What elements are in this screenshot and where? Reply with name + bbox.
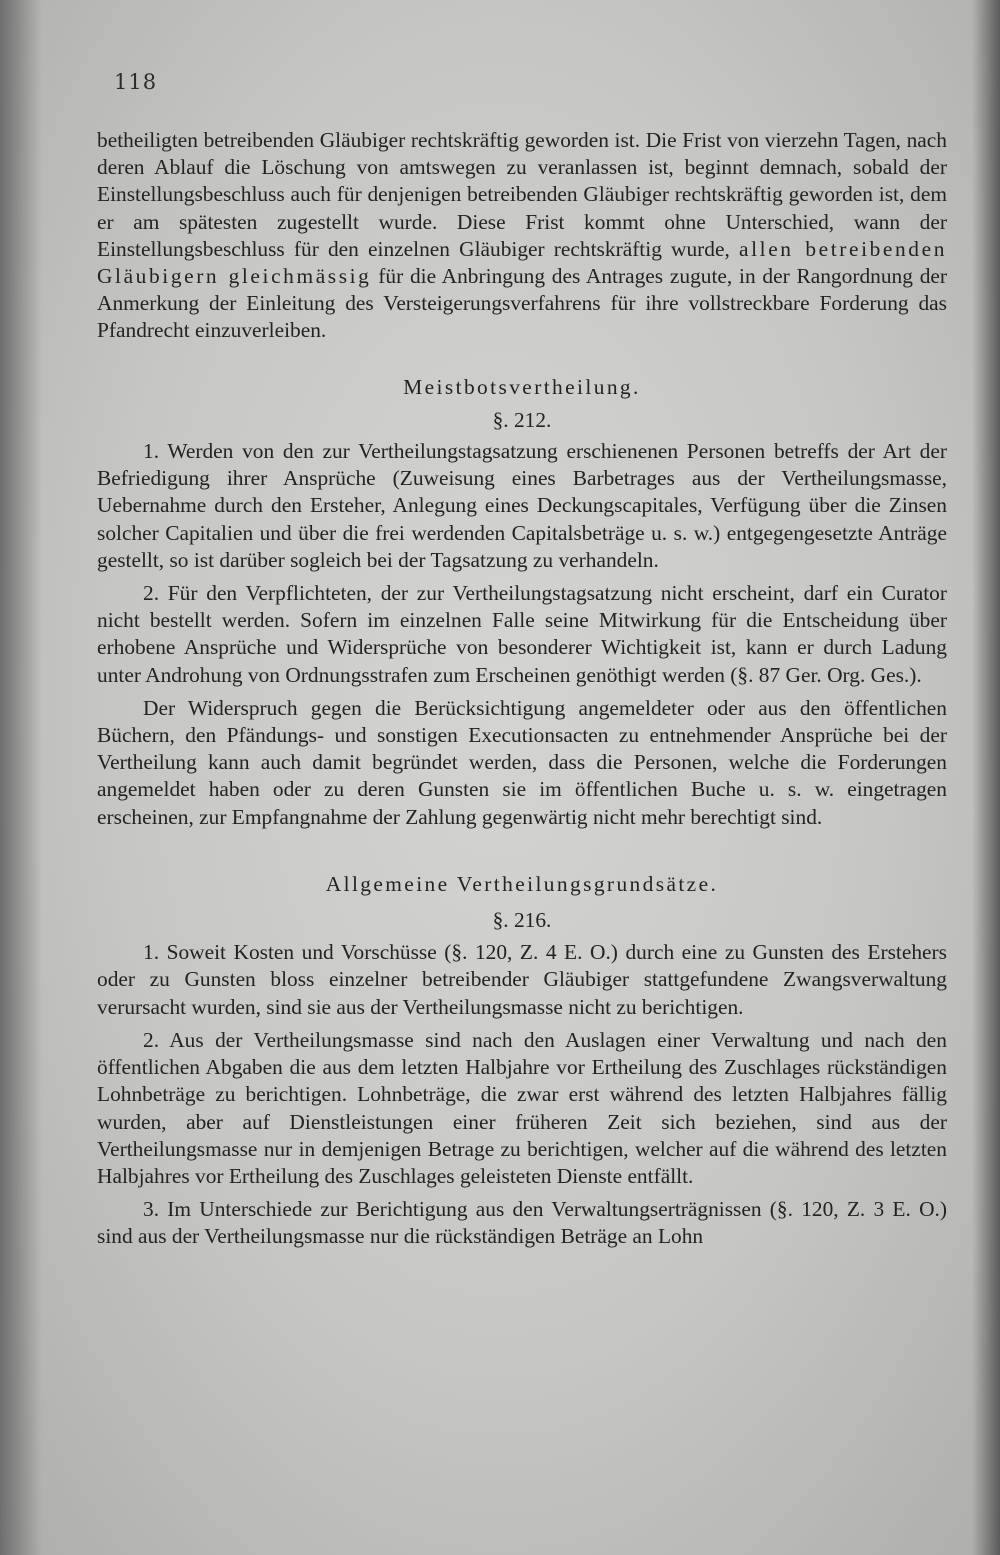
intro-spaced-text: allen betreibenden Gläubigern gleichmässig (97, 236, 947, 289)
intro-text-part2: für die Anbringung des Antrages zugute, in der Rangordnung der Anmerkung der Einleitung des Versteigerungsverfahrens für ihre vollstreckbare Forderung das Pfandrecht einzuverleiben. (97, 264, 948, 343)
section1-paragraph-2: 2. Für den Verpflichteten, der zur Vertheilungstagsatzung nicht erscheint, darf ein Curator nicht bestellt werden. Sofern im einzelnen Falle seine Mitwirkung für die Entscheidung über erhobene Ansprüche und Widersprüche von besonderer Wichtigkeit ist, kann er durch Ladung unter Androhung von Ordnungsstrafen zum Erscheinen genöthigt werden (§. 87 Ger. Org. Ges.). (97, 581, 947, 687)
section1-paragraph-3: Der Widerspruch gegen die Berücksichtigung angemeldeter oder aus den öffentlichen Büchern, den Pfändungs- und sonstigen Executionsacten zu entnehmender Ansprüche bei der Vertheilung kann auch damit begründet werden, dass die Personen, welche die Forderungen angemeldet haben oder zu deren Gunsten sie im öffentlichen Buche u. s. w. eingetragen erscheinen, zur Empfangnahme der Zahlung gegenwärtig nicht mehr berechtigt sind. (97, 695, 947, 829)
section2-paragraph-2: 2. Aus der Vertheilungsmasse sind nach den Auslagen einer Verwaltung und nach den öffentlichen Abgaben die aus dem letzten Halbjahre vor Ertheilung des Zuschlages rückständigen Lohnbeträge zu berichtigen. Lohnbeträge, die zwar erst während des letzten Halbjahres fällig wurden, aber auf Dienstleistungen einer früheren Zeit sich beziehen, sind aus der Vertheilungsmasse nur in demjenigen Betrage zu berichtigen, welcher auf die während des letzten Halbjahres vor Ertheilung des Zuschlages geleisteten Dienste entfällt. (97, 1027, 947, 1188)
paragraph-sign-212: §. 212. (492, 407, 552, 432)
intro-paragraph (97, 127, 947, 345)
section2-paragraph-1: 1. Soweit Kosten und Vorschüsse (§. 120, Z. 4 E. O.) durch eine zu Gunsten des Erstehers oder zu Gunsten bloss einzelner betreibender Gläubiger stattgefundene Zwangsverwaltung verursacht wurden, sind sie aus der Vertheilungsmasse nicht zu berichtigen. (97, 940, 947, 1019)
section1-paragraph-1: 1. Werden von den zur Vertheilungstagsatzung erschienenen Personen betreffs der Art der Befriedigung ihrer Ansprüche (Zuweisung eines Barbetrages aus der Vertheilungsmasse, Uebernahme durch den Ersteher, Anlegung eines Deckungscapitales, Verfügung über die Zinsen solcher Capitalien und über die frei werdenden Capitalsbeträge u. s. w.) entgegengesetzte Anträge gestellt, so ist darüber sogleich bei der Tagsatzung zu verhandeln. (97, 439, 947, 572)
section-heading-meistbotsvertheilung: Meistbotsvertheilung. (403, 374, 641, 399)
paragraph-sign-216: §. 216. (492, 908, 552, 933)
section2-paragraph-3: 3. Im Unterschiede zur Berichtigung aus den Verwaltungserträgnissen (§. 120, Z. 3 E. O.) sind aus der Vertheilungsmasse nur die rückständigen Beträge an Lohn (97, 1197, 947, 1249)
page-text (97, 127, 947, 1251)
page-number: 118 (114, 70, 158, 94)
intro-text-part1: betheiligten betreibenden Gläubiger rechtskräftig geworden ist. Die Frist von vierzehn Tagen, nach deren Ablauf die Löschung von amtswegen zu veranlassen ist, beginnt demnach, sobald der Einstellungsbeschluss auch für denjenigen betreibenden Gläubiger rechtskräftig geworden ist, dem er am spätesten zugestellt wurde. Diese Frist kommt ohne Unterschied, wann der Einstellungsbeschluss für den einzelnen Gläubiger rechtskräftig wurde, (97, 128, 947, 261)
section-heading-vertheilungsgrundsaetze: Allgemeine Vertheilungsgrundsätze. (325, 871, 719, 896)
